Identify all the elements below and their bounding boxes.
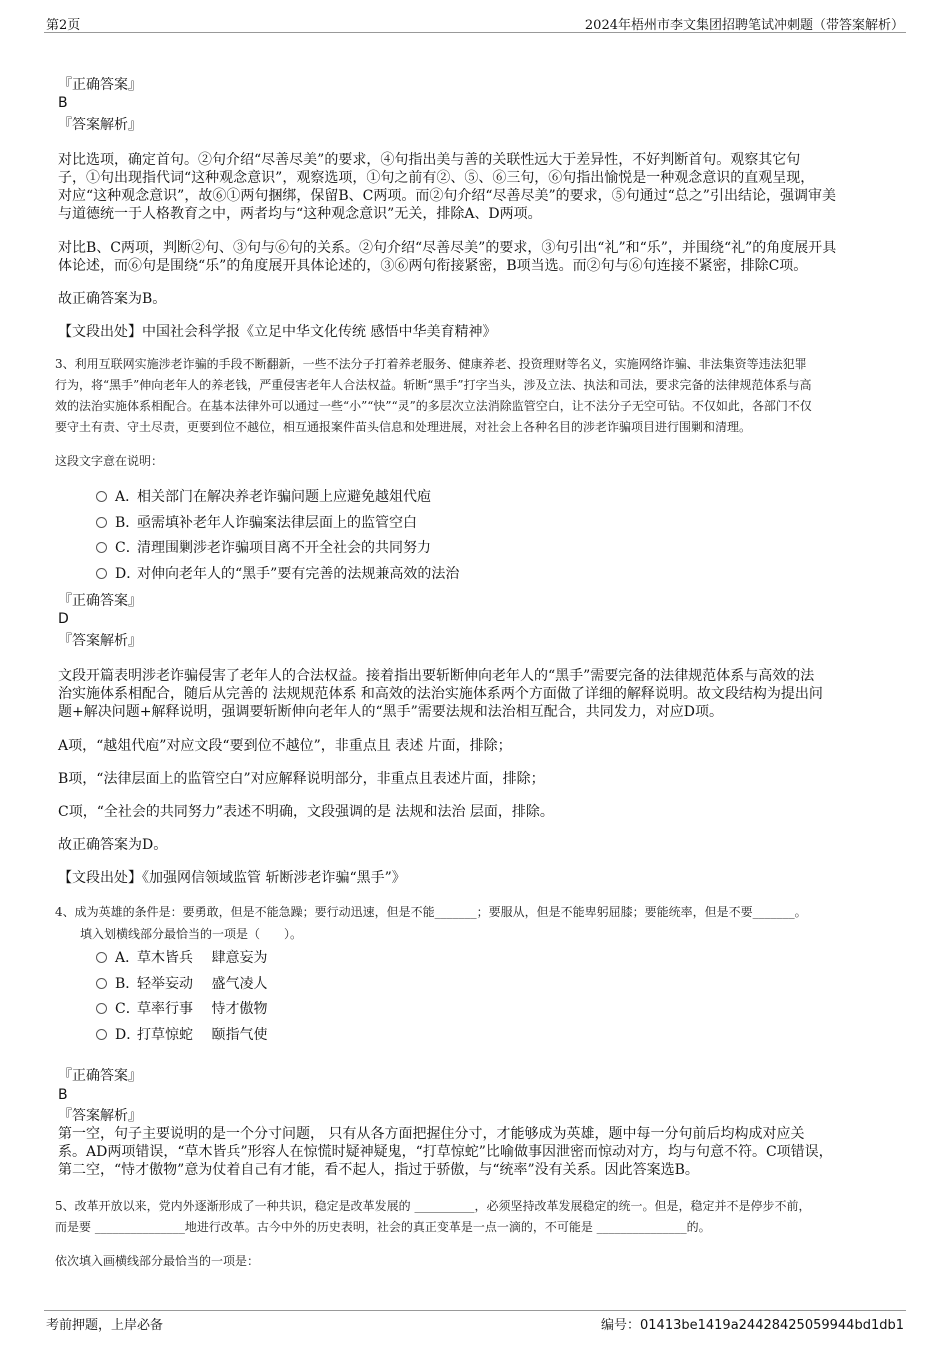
q4-answer: B — [58, 1087, 68, 1103]
q3-conclusion: 故正确答案为D。 — [58, 837, 168, 853]
q3-option-d[interactable]: D．对伸向老年人的“黑手”要有完善的法规兼高效的法治 — [96, 565, 459, 583]
q2-analysis-line: 对比选项，确定首句。②句介绍“尽善尽美”的要求，④句指出美与善的关联性远大于差异性，不好判断首句。观察其它句 — [58, 152, 801, 168]
document-id: 编号：01413be1419a24428425059944bd1db1 — [601, 1318, 904, 1333]
footer-slogan: 考前押题，上岸必备 — [46, 1318, 164, 1333]
radio-icon[interactable] — [96, 952, 107, 963]
page-footer — [44, 1310, 906, 1335]
q2-analysis-line: 体论述，而⑥句是围绕“乐”的角度展开具体论述的，③⑥两句衔接紧密，B项当选。而②句与⑥句连接不紧密，排除C项。 — [58, 258, 808, 274]
q4-analysis-line: 第一空，句子主要说明的是一个分寸问题， 只有从各方面把握住分寸，才能够成为英雄，题中每一分句前后均构成对应关 — [58, 1126, 805, 1142]
q2-analysis-line: 与道德统一于人格教育之中，两者均与“这种观念意识”无关，排除A、D两项。 — [58, 206, 542, 222]
q4-analysis-line: 系。AD两项错误，“草木皆兵”形容人在惊慌时疑神疑鬼，“打草惊蛇”比喻做事因泄密而惊动对方，均与句意不符。C项错误， — [58, 1144, 833, 1160]
q2-analysis-line: 对应“这种观念意识”，故⑥①两句捆绑，保留B、C两项。而②句介绍“尽善尽美”的要求，⑤句通过“总之”引出结论，强调审美 — [58, 188, 836, 204]
radio-icon[interactable] — [96, 1003, 107, 1014]
q4-option-c[interactable]: C．草率行事 恃才傲物 — [96, 1000, 267, 1018]
q3-analysis-line: 题+解决问题+解释说明，强调要斩断伸向老年人的“黑手”需要法规和法治相互配合，共同发力，对应D项。 — [58, 704, 723, 720]
q2-analysis-line: 对比B、C两项，判断②句、③句与⑥句的关系。②句介绍“尽善尽美”的要求，③句引出“礼”和“乐”，并围绕“礼”的角度展开具 — [58, 240, 837, 256]
q3-option-c-analysis: C项，“全社会的共同努力”表述不明确，文段强调的是 法规和法治 层面，排除。 — [58, 804, 554, 820]
q3-source: 【文段出处】《加强网信领域监管 斩断涉老诈骗“黑手”》 — [58, 870, 406, 886]
q3-option-b-analysis: B项，“法律层面上的监管空白”对应解释说明部分，非重点且表述片面，排除； — [58, 771, 545, 787]
q3-option-c[interactable]: C．清理围剿涉老诈骗项目离不开全社会的共同努力 — [96, 539, 431, 557]
q3-answer-label: 『正确答案』 — [58, 593, 142, 609]
radio-icon[interactable] — [96, 517, 107, 528]
q3-analysis-line: 治实施体系相配合，随后从完善的 法规规范体系 和高效的法治实施体系两个方面做了详细的解释说明。故文段结构为提出问 — [58, 686, 823, 702]
q3-stem-line: 行为，将“黑手”伸向老年人的养老钱，严重侵害老年人合法权益。斩断“黑手”打字当头，涉及立法、执法和司法，要求完备的法律规范体系与高 — [55, 378, 812, 392]
q2-answer: B — [58, 95, 68, 111]
q4-analysis-label: 『答案解析』 — [58, 1108, 142, 1124]
q3-answer: D — [58, 611, 69, 627]
q3-option-a-analysis: A项，“越俎代庖”对应文段“要到位不越位”，非重点且 表述 片面，排除； — [58, 738, 512, 754]
q3-analysis-line: 文段开篇表明涉老诈骗侵害了老年人的合法权益。接着指出要斩断伸向老年人的“黑手”需要完备的法律规范体系与高效的法 — [58, 668, 815, 684]
q3-analysis-label: 『答案解析』 — [58, 633, 142, 649]
q3-stem-line: 3、利用互联网实施涉老诈骗的手段不断翻新，一些不法分子打着养老服务、健康养老、投资理财等名义，实施网络诈骗、非法集资等违法犯罪 — [55, 357, 807, 371]
q2-conclusion: 故正确答案为B。 — [58, 291, 167, 307]
q4-prompt: 填入划横线部分最恰当的一项是（ ）。 — [80, 927, 303, 941]
page-number: 第2页 — [46, 18, 81, 33]
q3-stem-line: 效的法治实施体系相配合。在基本法律外可以通过一些“小”“快”“灵”的多层次立法消除监管空白，让不法分子无空可钻。不仅如此，各部门不仅 — [55, 399, 812, 413]
q3-stem-line: 要守土有责、守土尽责，更要到位不越位，相互通报案件苗头信息和处理进展，对社会上各种名目的涉老诈骗项目进行围剿和清理。 — [55, 420, 752, 434]
radio-icon[interactable] — [96, 542, 107, 553]
q2-analysis-label: 『答案解析』 — [58, 117, 142, 133]
q5-stem-line: 而是要 _______________地进行改革。古今中外的历史表明，社会的真正变革是一点一滴的，不可能是 _______________的。 — [55, 1220, 711, 1234]
document-title: 2024年梧州市李文集团招聘笔试冲刺题（带答案解析） — [584, 18, 904, 33]
q4-option-d[interactable]: D．打草惊蛇 颐指气使 — [96, 1026, 267, 1044]
q4-analysis-line: 第二空，“恃才傲物”意为仗着自己有才能，看不起人，指过于骄傲，与“统率”没有关系。因此答案选B。 — [58, 1162, 699, 1178]
q2-analysis-line: 子，①句出现指代词“这种观念意识”，观察选项，①句之前有②、⑤、⑥三句，⑥句指出愉悦是一种观念意识的直观呈现， — [58, 170, 815, 186]
q2-answer-label: 『正确答案』 — [58, 77, 142, 93]
q4-answer-label: 『正确答案』 — [58, 1068, 142, 1084]
q3-prompt: 这段文字意在说明： — [55, 454, 164, 468]
page-header — [44, 12, 906, 33]
q4-option-b[interactable]: B．轻举妄动 盛气凌人 — [96, 975, 267, 993]
q2-source: 【文段出处】中国社会科学报《立足中华文化传统 感悟中华美育精神》 — [58, 324, 497, 340]
q5-stem-line: 5、改革开放以来，党内外逐渐形成了一种共识，稳定是改革发展的 __________，必须坚持改革发展稳定的统一。但是，稳定并不是停步不前， — [55, 1199, 811, 1213]
q4-stem: 4、成为英雄的条件是：要勇敢，但是不能急躁；要行动迅速，但是不能_______；要服从，但是不能卑躬屈膝；要能统率，但是不要_______。 — [55, 905, 807, 919]
q5-prompt: 依次填入画横线部分最恰当的一项是： — [55, 1254, 260, 1268]
q3-option-a[interactable]: A．相关部门在解决养老诈骗问题上应避免越俎代庖 — [96, 488, 431, 506]
radio-icon[interactable] — [96, 568, 107, 579]
radio-icon[interactable] — [96, 491, 107, 502]
radio-icon[interactable] — [96, 978, 107, 989]
q3-option-b[interactable]: B．亟需填补老年人诈骗案法律层面上的监管空白 — [96, 514, 417, 532]
radio-icon[interactable] — [96, 1029, 107, 1040]
q4-option-a[interactable]: A．草木皆兵 肆意妄为 — [96, 949, 267, 967]
